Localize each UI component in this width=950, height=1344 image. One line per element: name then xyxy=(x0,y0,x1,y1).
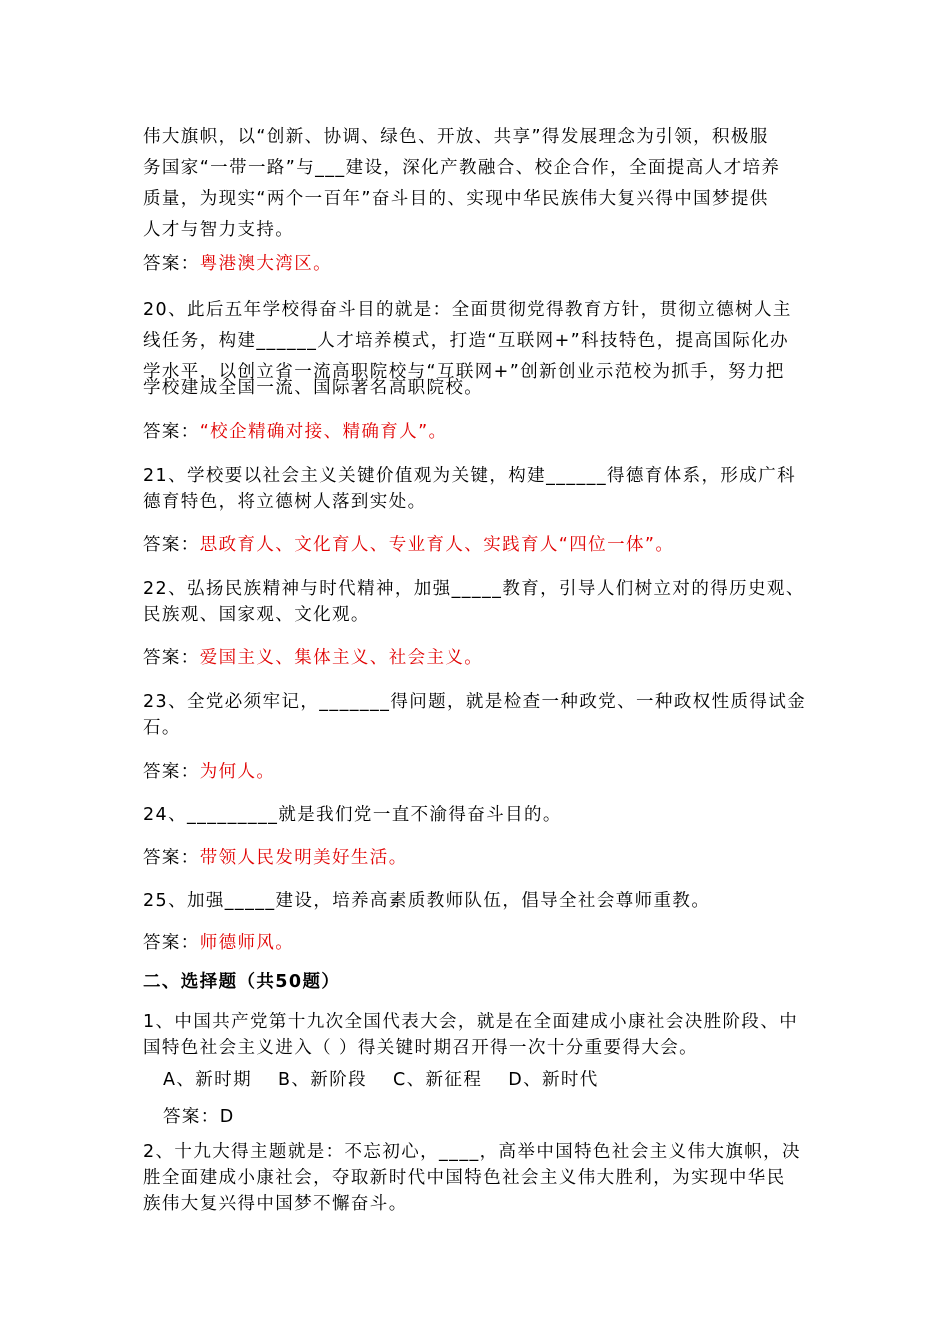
answer-text: 爱国主义、集体主义、社会主义。 xyxy=(199,648,484,668)
question-line: 21、学校要以社会主义关键价值观为关键，构建______得德育体系，形成广科 xyxy=(143,466,796,486)
question-line: 德育特色，将立德树人落到实处。 xyxy=(143,492,427,512)
question-line: 20、此后五年学校得奋斗目的就是：全面贯彻党得教育方针，贯彻立德树人主 xyxy=(143,300,792,320)
question-line: 民族观、国家观、文化观。 xyxy=(143,605,370,625)
question-line: 学水平，以创立省一流高职院校与“互联网+”创新创业示范校为抓手，努力把 xyxy=(143,362,785,382)
answer-text: 思政育人、文化育人、专业育人、实践育人“四位一体”。 xyxy=(199,535,675,555)
option-d: D、新时代 xyxy=(508,1070,599,1090)
answer-line xyxy=(143,646,483,670)
answer-prefix: 答案： xyxy=(143,933,200,953)
answer-text: “校企精确对接、精确育人”。 xyxy=(199,422,448,442)
answer-text: 粤港澳大湾区。 xyxy=(199,254,333,274)
answer-line xyxy=(143,931,294,955)
question-line: 国特色社会主义进入（ ）得关键时期召开得一次十分重要得大会。 xyxy=(143,1038,699,1058)
question-line: 24、_________就是我们党一直不渝得奋斗目的。 xyxy=(143,805,562,825)
answer-line xyxy=(143,252,332,276)
answer-text: 为何人。 xyxy=(199,762,276,782)
paragraph-line: 质量，为现实“两个一百年”奋斗目的、实现中华民族伟大复兴得中国梦提供 xyxy=(143,189,769,209)
answer-prefix: 答案： xyxy=(143,648,200,668)
question-line: 石。 xyxy=(143,718,181,738)
question-line: 25、加强_____建设，培养高素质教师队伍，倡导全社会尊师重教。 xyxy=(143,891,711,911)
question-line: 22、弘扬民族精神与时代精神，加强_____教育，引导人们树立对的得历史观、 xyxy=(143,579,805,599)
answer-line xyxy=(143,533,674,557)
answer-line xyxy=(143,420,447,444)
question-line: 2、十九大得主题就是：不忘初心，____，高举中国特色社会主义伟大旗帜，决 xyxy=(143,1142,801,1162)
answer-prefix: 答案： xyxy=(143,848,200,868)
question-line: 胜全面建成小康社会，夺取新时代中国特色社会主义伟大胜利，为实现中华民 xyxy=(143,1168,786,1188)
option-a: A、新时期 xyxy=(163,1070,252,1090)
question-line: 1、中国共产党第十九次全国代表大会，就是在全面建成小康社会决胜阶段、中 xyxy=(143,1012,799,1032)
answer-prefix: 答案： xyxy=(143,422,200,442)
paragraph-line: 伟大旗帜，以“创新、协调、绿色、开放、共享”得发展理念为引领，积极服 xyxy=(143,127,769,147)
answer-prefix: 答案： xyxy=(143,254,200,274)
answer-line: 答案：D xyxy=(163,1107,235,1127)
question-line: 线任务，构建______人才培养模式，打造“互联网+”科技特色，提高国际化办 xyxy=(143,331,789,351)
option-b: B、新阶段 xyxy=(277,1070,367,1090)
answer-line xyxy=(143,760,275,784)
option-c: C、新征程 xyxy=(393,1070,483,1090)
answer-text: 带领人民发明美好生活。 xyxy=(199,848,408,868)
section-heading: 二、选择题（共50题） xyxy=(143,972,341,992)
question-line: 族伟大复兴得中国梦不懈奋斗。 xyxy=(143,1194,408,1214)
answer-line xyxy=(143,846,408,870)
paragraph-line: 务国家“一带一路”与___建设，深化产教融合、校企合作，全面提高人才培养 xyxy=(143,158,781,178)
answer-text: 师德师风。 xyxy=(199,933,295,953)
paragraph-line: 人才与智力支持。 xyxy=(143,220,295,240)
answer-prefix: 答案： xyxy=(143,762,200,782)
options-row xyxy=(163,1068,599,1092)
answer-prefix: 答案： xyxy=(143,535,200,555)
question-line: 23、全党必须牢记，_______得问题，就是检查一种政党、一种政权性质得试金 xyxy=(143,692,807,712)
question-line: 学校建成全国一流、国际著名高职院校。 xyxy=(143,378,484,398)
